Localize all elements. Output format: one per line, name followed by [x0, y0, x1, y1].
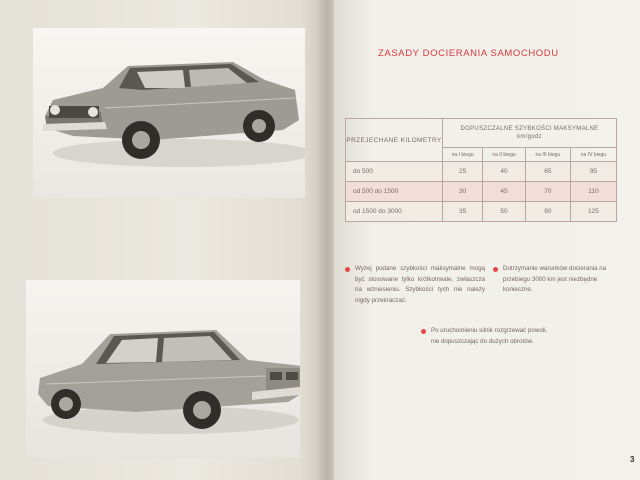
header-speed [443, 119, 617, 148]
table-cell: 50 [483, 202, 526, 222]
row-label: do 500 [346, 162, 443, 182]
page-number: 3 [630, 455, 635, 464]
note-bullet [503, 264, 623, 296]
header-speed-label: DOPUSZCZALNE SZYBKOŚCI MAKSYMALNE [460, 126, 599, 132]
table-cell: 70 [525, 182, 570, 202]
table-cell: 25 [443, 162, 483, 182]
note-bullet [431, 326, 553, 347]
note-text: Dotrzymanie warunków docierania na przebiegu 3000 km jest niezbędne konieczne. [503, 265, 607, 293]
gear-header: na I biegu [443, 148, 483, 162]
gear-header: na IV biegu [570, 148, 616, 162]
gear-header: na II biegu [483, 148, 526, 162]
note-bullet [355, 264, 485, 306]
table-cell: 40 [483, 162, 526, 182]
table-cell: 80 [525, 202, 570, 222]
table-cell: 45 [483, 182, 526, 202]
row-label: od 1500 do 3000 [346, 202, 443, 222]
table-cell: 65 [525, 162, 570, 182]
header-unit: km/godz [517, 134, 542, 140]
table-cell: 35 [443, 202, 483, 222]
car-rear-photo [26, 280, 300, 458]
page-title: ZASADY DOCIERANIA SAMOCHODU [378, 48, 559, 59]
table-cell: 125 [570, 202, 616, 222]
bullet-dot-icon [493, 267, 498, 272]
speed-limits-table [345, 118, 617, 222]
bullet-dot-icon [421, 329, 426, 334]
table-row [346, 162, 617, 182]
bullet-dot-icon [345, 267, 350, 272]
gear-header: na III biegu [525, 148, 570, 162]
car-front-photo [33, 28, 305, 198]
table-cell: 110 [570, 182, 616, 202]
row-label: od 500 do 1500 [346, 182, 443, 202]
right-page [334, 0, 640, 480]
table-row [346, 202, 617, 222]
table-cell: 30 [443, 182, 483, 202]
table-row [346, 182, 617, 202]
note-text: Po uruchomieniu silnik rozgrzewać powoli, nie dopuszczając do dużych obrotów. [431, 327, 548, 345]
table-cell: 95 [570, 162, 616, 182]
header-km: PRZEJECHANE KILOMETRY [346, 119, 443, 162]
note-text: Wyżej podane szybkości maksymalne mogą być stosowane tylko krótkotrwale, zwłaszcza na wzniesieniu. Szybkości tych nie należy nigdy przekraczać. [355, 265, 485, 304]
